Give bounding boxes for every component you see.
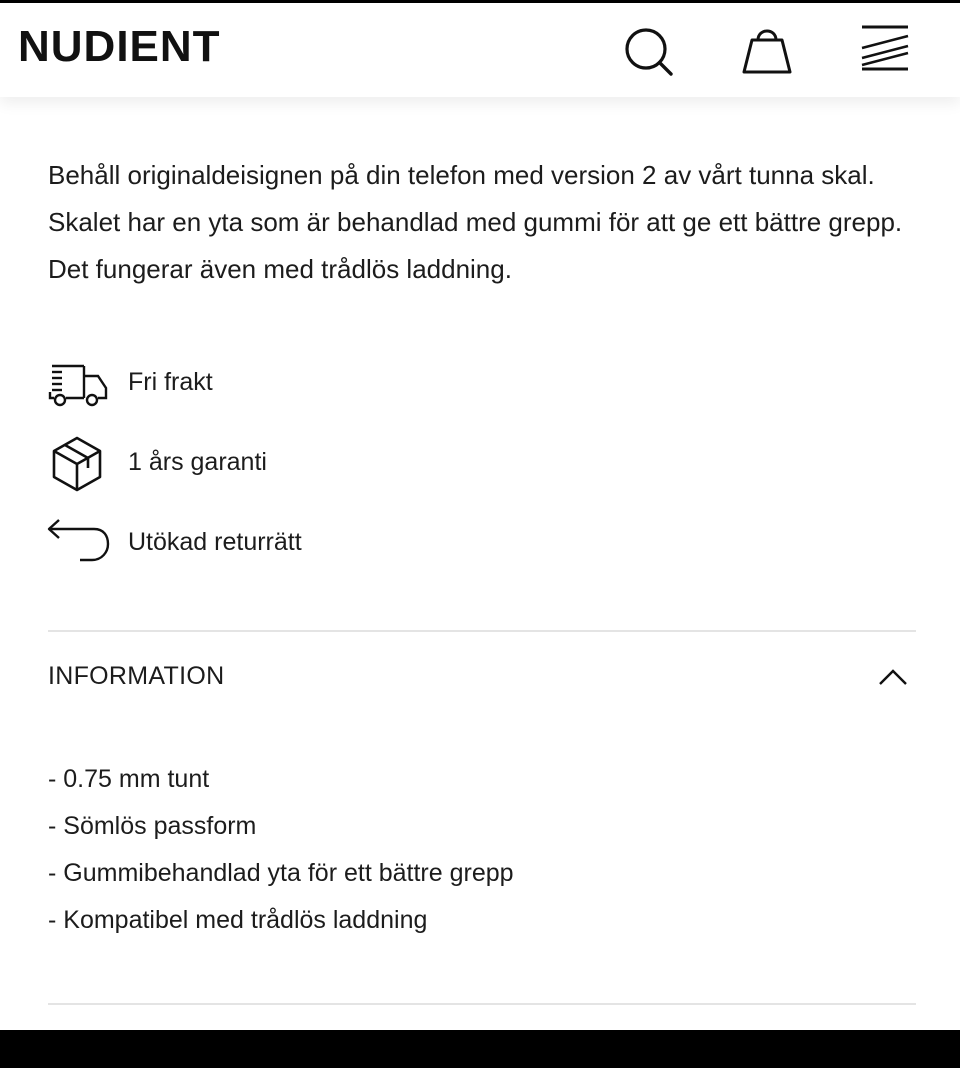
- product-description: Behåll originaldeisignen på din telefon med version 2 av vårt tunna skal. Skalet har en yta som är behandlad med gummi för att ge ett bättre grepp. Det fungerar även med trådlös laddning.: [48, 160, 903, 284]
- feature-list: [46, 356, 646, 596]
- list-item: - Gummibehandlad yta för ett bättre grepp: [48, 859, 514, 887]
- feature-returns: [46, 516, 646, 596]
- cart-button[interactable]: [738, 19, 796, 79]
- feature-warranty: [46, 436, 646, 516]
- search-button[interactable]: [620, 23, 676, 79]
- information-accordion-header[interactable]: [48, 632, 916, 720]
- bottom-edge-bar: [0, 1030, 960, 1068]
- information-title: INFORMATION: [48, 662, 225, 690]
- feature-free-shipping: [46, 356, 646, 436]
- feature-label: 1 års garanti: [128, 448, 267, 476]
- list-item: - Kompatibel med trådlös laddning: [48, 906, 428, 934]
- delivery-truck-icon: [46, 356, 112, 412]
- package-box-icon: [46, 436, 112, 492]
- shopping-bag-icon: [738, 19, 796, 79]
- chevron-up-icon[interactable]: [876, 662, 910, 690]
- menu-icon: [856, 19, 914, 79]
- return-arrow-icon: [46, 516, 112, 572]
- feature-label: Utökad returrätt: [128, 528, 302, 556]
- list-item: - 0.75 mm tunt: [48, 765, 210, 793]
- divider: [48, 1003, 916, 1005]
- brand-logo[interactable]: NUDIENT: [18, 22, 221, 71]
- site-header: [0, 3, 960, 97]
- feature-label: Fri frakt: [128, 368, 213, 396]
- list-item: - Sömlös passform: [48, 812, 257, 840]
- menu-button[interactable]: [856, 19, 914, 79]
- information-list: [48, 756, 514, 944]
- search-icon: [620, 23, 676, 79]
